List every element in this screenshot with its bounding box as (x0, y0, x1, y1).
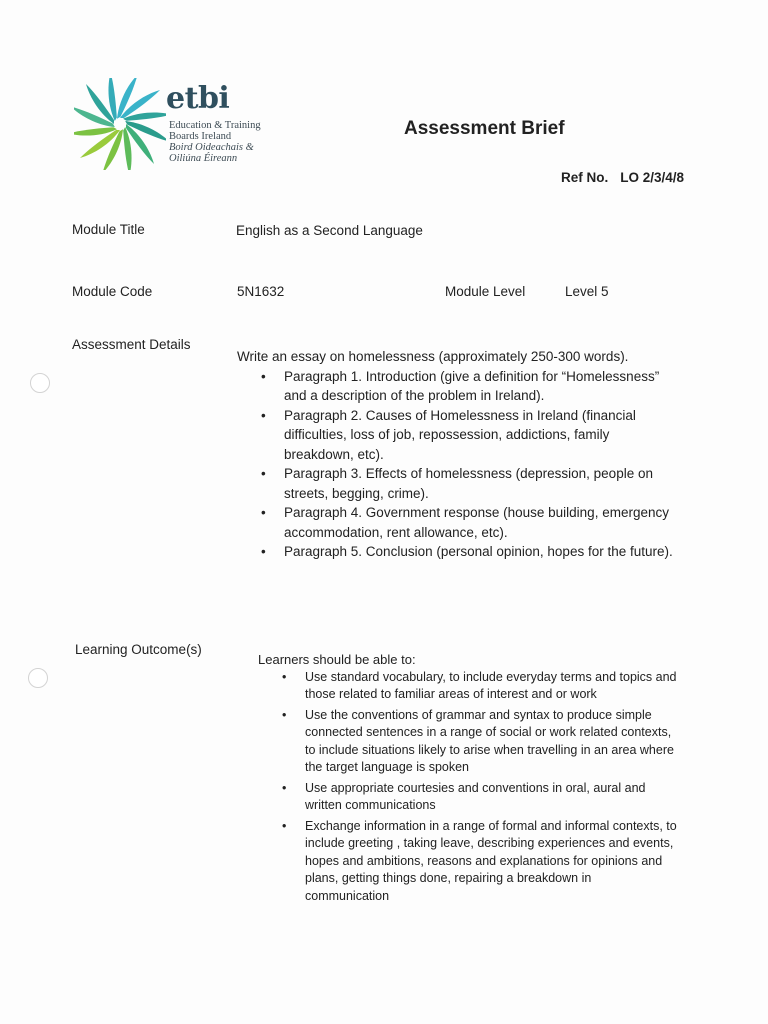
list-item: • Paragraph 3. Effects of homelessness (depression, people on streets, begging, crime). (284, 464, 677, 503)
module-level-value: Level 5 (565, 284, 609, 299)
reference-number (561, 170, 684, 185)
list-item: • Paragraph 2. Causes of Homelessness in Ireland (financial difficulties, loss of job, repossession, addictions, family breakdown, etc). (284, 406, 677, 465)
punch-hole (28, 668, 48, 688)
list-item: • Use standard vocabulary, to include everyday terms and topics and those related to familiar areas of interest and or work (305, 669, 678, 704)
list-item: • Exchange information in a range of formal and informal contexts, to include greeting , taking leave, describing experiences and events, hopes and ambitions, reasons and explanations for opinions and plans, getting things done, repairing a breakdown in communication (305, 818, 678, 906)
learning-list (258, 669, 678, 906)
module-title-value: English as a Second Language (236, 223, 423, 238)
learning-outcomes-label: Learning Outcome(s) (75, 642, 202, 657)
ref-value: LO 2/3/4/8 (620, 170, 685, 185)
list-item: • Use appropriate courtesies and conventions in oral, aural and written communications (305, 780, 678, 815)
ref-label: Ref No. (561, 170, 609, 185)
assessment-details-label: Assessment Details (72, 337, 191, 352)
punch-hole (30, 373, 50, 393)
module-title-label: Module Title (72, 222, 145, 237)
module-code-label: Module Code (72, 284, 153, 299)
logo-line: Oiliúna Éireann (169, 153, 238, 164)
list-item: • Paragraph 1. Introduction (give a definition for “Homelessness” and a description of the problem in Ireland). (284, 367, 677, 406)
etbi-swirl-icon (74, 78, 166, 170)
list-item: • Use the conventions of grammar and syntax to produce simple connected sentences in a range of social or work related contexts, to include situations likely to arise when travelling in an area where the target language is spoken (305, 707, 678, 777)
logo-wordmark: etbi (166, 81, 230, 116)
learning-outcomes (258, 651, 678, 908)
list-item: • Paragraph 5. Conclusion (personal opinion, hopes for the future). (284, 542, 677, 562)
logo-line: Boird Oideachais & (169, 142, 254, 153)
logo-line: Boards Ireland (169, 131, 232, 142)
logo-subtitle (169, 120, 261, 164)
document-title: Assessment Brief (404, 118, 565, 139)
logo-line: Education & Training (169, 120, 261, 131)
assessment-intro: Write an essay on homelessness (approximately 250-300 words). (237, 349, 629, 364)
module-code-value: 5N1632 (237, 284, 285, 299)
learning-intro: Learners should be able to: (258, 652, 416, 667)
module-level-label: Module Level (445, 284, 526, 299)
assessment-details (237, 347, 677, 562)
list-item: • Paragraph 4. Government response (house building, emergency accommodation, rent allowance, etc). (284, 503, 677, 542)
assessment-list (237, 367, 677, 562)
etbi-logo (74, 78, 274, 174)
